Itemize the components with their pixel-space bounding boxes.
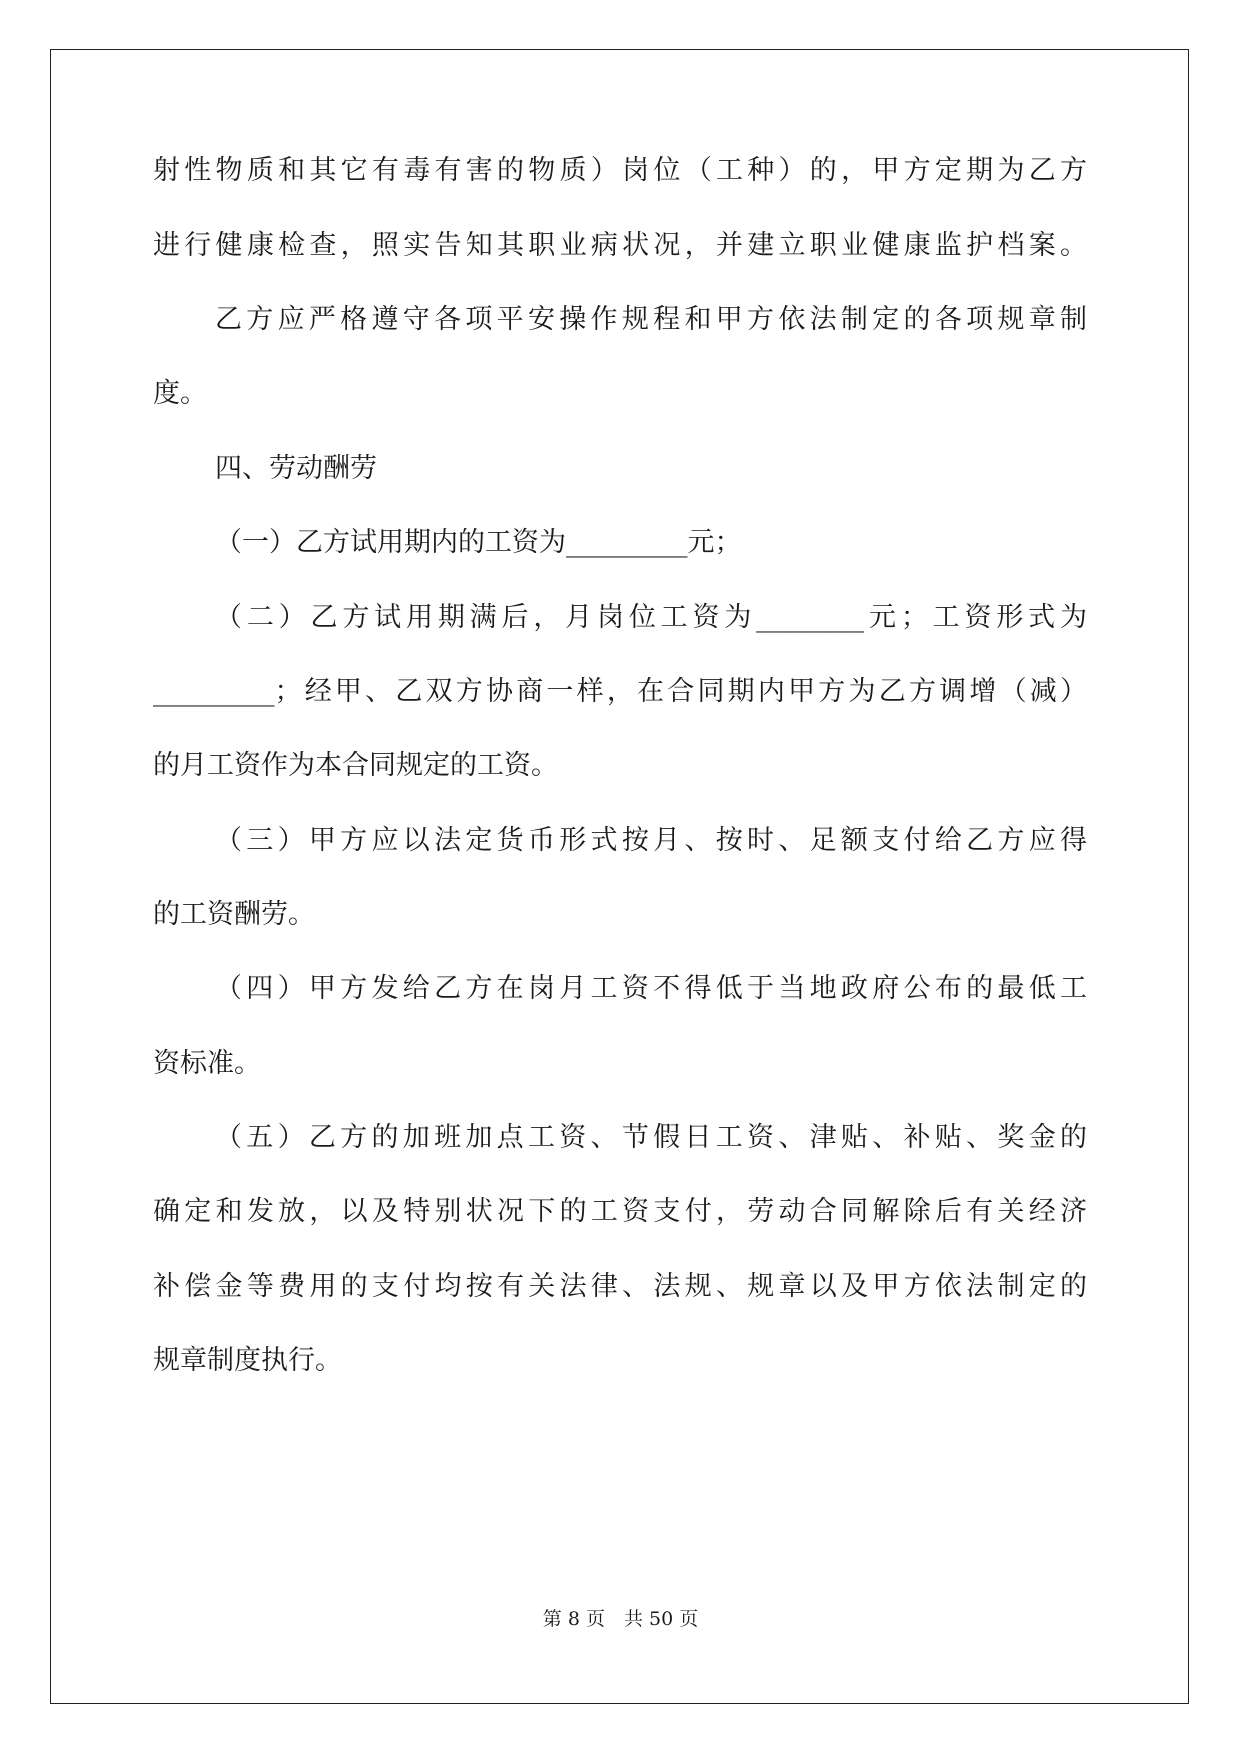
- text-line: _________；经甲、乙双方协商一样，在合同期内甲方为乙方调增（减）: [153, 676, 1087, 707]
- text-line: （三）甲方应以法定货币形式按月、按时、足额支付给乙方应得: [215, 825, 1087, 856]
- text-line: 补偿金等费用的支付均按有关法律、法规、规章以及甲方依法制定的: [153, 1271, 1087, 1302]
- text-line: 规章制度执行。: [153, 1345, 342, 1376]
- text-line: （一）乙方试用期内的工资为_________元；: [215, 527, 742, 558]
- text-line: 的月工资作为本合同规定的工资。: [153, 750, 558, 781]
- text-line: 射性物质和其它有毒有害的物质）岗位（工种）的，甲方定期为乙方: [153, 155, 1087, 186]
- page-number-footer: 第 8 页 共 50 页: [542, 1608, 699, 1630]
- text-line: 乙方应严格遵守各项平安操作规程和甲方依法制定的各项规章制: [215, 304, 1087, 335]
- text-line: 资标准。: [153, 1048, 261, 1079]
- text-line: 进行健康检查，照实告知其职业病状况，并建立职业健康监护档案。: [153, 230, 1087, 261]
- text-line: （四）甲方发给乙方在岗月工资不得低于当地政府公布的最低工: [215, 973, 1087, 1004]
- text-line: 的工资酬劳。: [153, 899, 315, 930]
- text-line: 度。: [153, 378, 207, 409]
- text-line: （五）乙方的加班加点工资、节假日工资、津贴、补贴、奖金的: [215, 1122, 1087, 1153]
- section-heading: 四、劳动酬劳: [215, 453, 377, 484]
- text-line: 确定和发放，以及特别状况下的工资支付，劳动合同解除后有关经济: [153, 1196, 1087, 1227]
- text-line: （二）乙方试用期满后，月岗位工资为________元；工资形式为: [215, 602, 1087, 633]
- page-border: [50, 49, 1189, 1704]
